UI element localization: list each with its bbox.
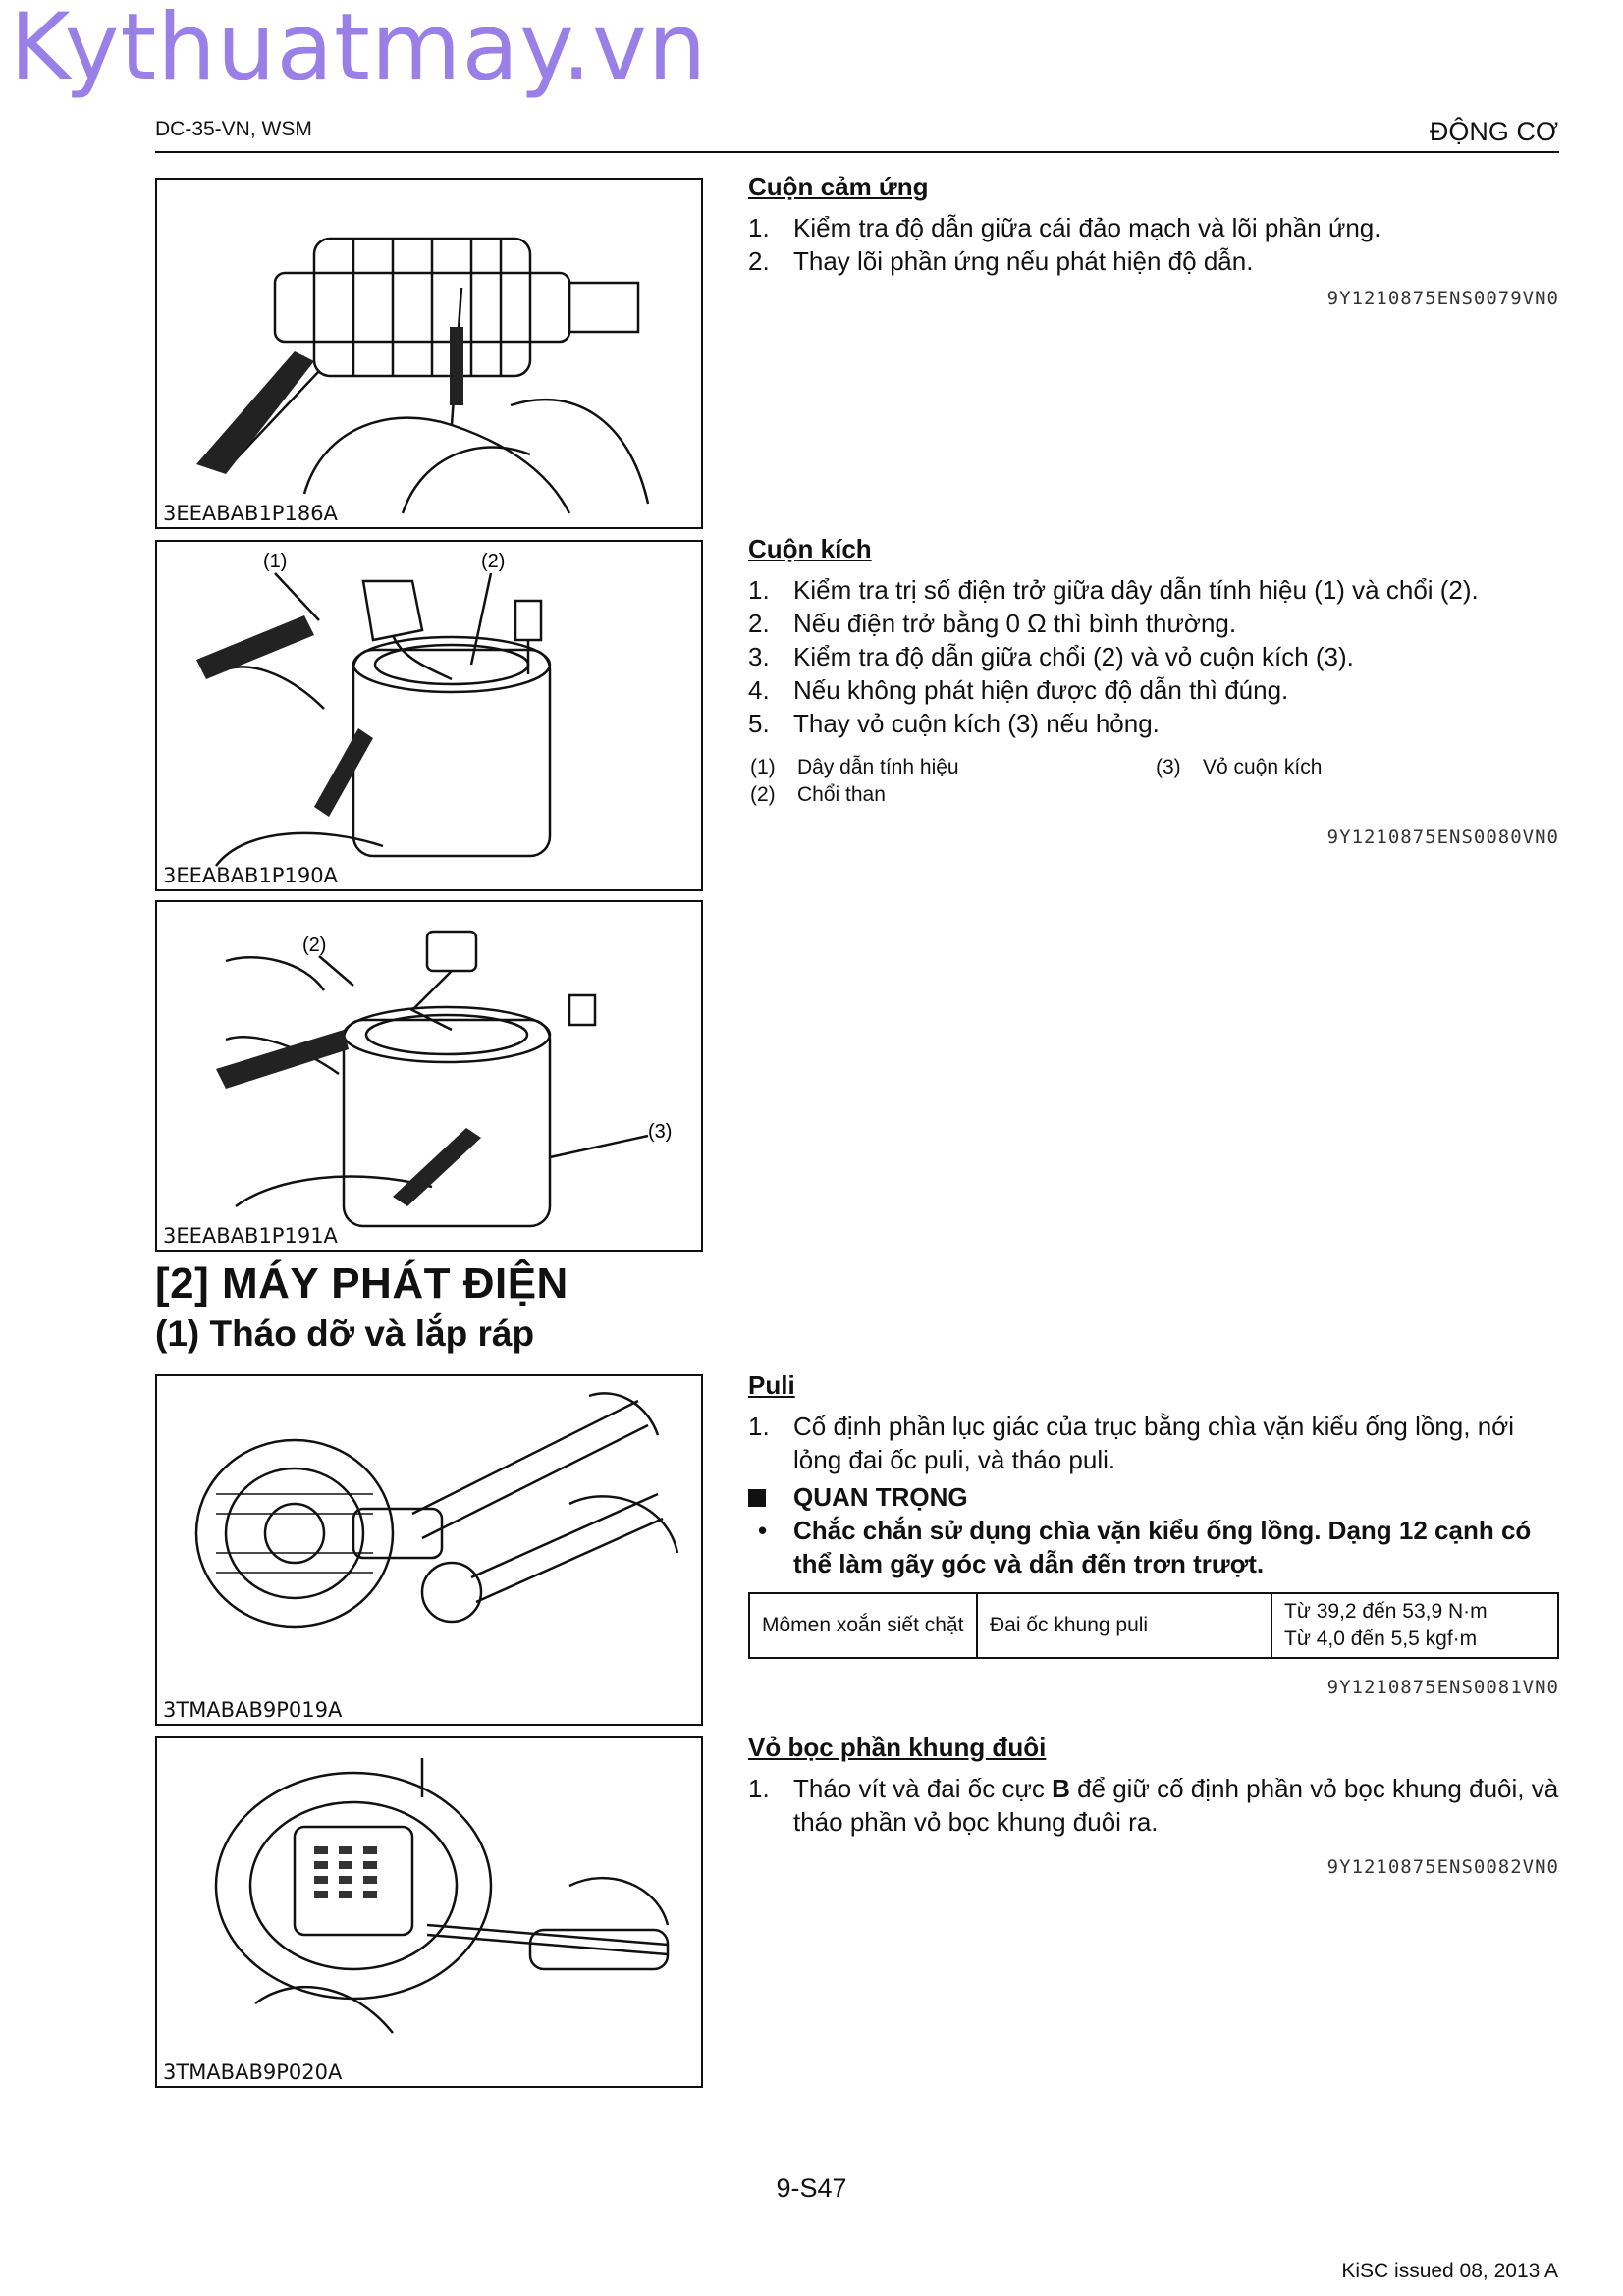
- figure-code: 3TMABAB9P020A: [163, 2060, 343, 2084]
- section-field-coil: [748, 532, 1559, 854]
- alternator-screwdriver-illustration: [157, 1738, 701, 2086]
- callout-1: (1): [263, 551, 288, 572]
- figure-armature-test: [155, 178, 703, 529]
- doc-id: 9Y1210875ENS0082VN0: [1326, 1856, 1559, 1878]
- section-title: Puli: [748, 1370, 795, 1400]
- legend-item: (3) Vỏ cuộn kích: [1156, 756, 1323, 778]
- section-pulley: [748, 1368, 1559, 1704]
- figure-field-coil-test-2: [155, 900, 703, 1252]
- legend-item: (2) Chổi than: [750, 783, 886, 806]
- figure-code: 3EEABAB1P191A: [163, 1224, 338, 1248]
- torque-item: Đai ốc khung puli: [977, 1593, 1271, 1658]
- step-item: 1. Kiểm tra trị số điện trở giữa dây dẫn tính hiệu (1) và chổi (2).: [748, 575, 1479, 605]
- subsection-heading-disassembly: (1) Tháo dỡ và lắp ráp: [155, 1313, 535, 1354]
- step-item: 2. Thay lõi phần ứng nếu phát hiện độ dẫn.: [748, 246, 1254, 276]
- step-item: 2. Nếu điện trở bằng 0 Ω thì bình thường.: [748, 609, 1237, 638]
- callout-2: (2): [481, 551, 506, 572]
- alternator-wrench-illustration: [157, 1376, 701, 1724]
- figure-rear-cover-removal: [155, 1736, 703, 2088]
- field-coil-illustration-2: [157, 902, 701, 1250]
- header-doc-code: DC-35-VN, WSM: [155, 118, 312, 140]
- callout-2: (2): [302, 934, 327, 956]
- section-rear-cover: [748, 1731, 1559, 1884]
- important-text: Chắc chắn sử dụng chìa vặn kiểu ống lồng. Dạng 12 cạnh có thể làm gãy góc và dẫn đến trơn trượt.: [793, 1516, 1532, 1578]
- figure-pulley-removal: [155, 1374, 703, 1726]
- figure-code: 3TMABAB9P019A: [163, 1698, 343, 1722]
- square-bullet-icon: [748, 1489, 766, 1507]
- figure-code: 3EEABAB1P190A: [163, 864, 338, 887]
- doc-id: 9Y1210875ENS0081VN0: [1326, 1677, 1559, 1698]
- page-number: 9-S47: [776, 2173, 847, 2203]
- legend-item: (1) Dây dẫn tính hiệu: [750, 756, 959, 778]
- watermark-logo: Kythuatmay.vn: [10, 0, 708, 101]
- torque-values: Từ 39,2 đến 53,9 N·m Từ 4,0 đến 5,5 kgf·m: [1271, 1593, 1558, 1658]
- field-coil-illustration: [157, 542, 701, 889]
- callout-3: (3): [648, 1121, 673, 1143]
- armature-illustration: [157, 180, 701, 527]
- important-note: [748, 1480, 1559, 1580]
- step-item: 5. Thay vỏ cuộn kích (3) nếu hỏng.: [748, 709, 1160, 738]
- step-item: 1. Cố định phần lục giác của trục bằng chìa vặn kiểu ống lồng, nới lỏng đai ốc puli, và tháo puli.: [748, 1412, 1514, 1474]
- bullet-icon: •: [758, 1516, 768, 1545]
- figure-field-coil-test-1: [155, 540, 703, 891]
- section-title: Cuộn cảm ứng: [748, 172, 929, 201]
- step-item: 4. Nếu không phát hiện được độ dẫn thì đúng.: [748, 675, 1289, 705]
- torque-label: Mômen xoắn siết chặt: [749, 1593, 977, 1658]
- torque-table: [748, 1592, 1559, 1659]
- doc-id: 9Y1210875ENS0080VN0: [1326, 827, 1559, 848]
- legend: [748, 754, 1559, 809]
- step-item: 1. Tháo vít và đai ốc cực B để giữ cố định phần vỏ bọc khung đuôi, và tháo phần vỏ bọc khung đuôi ra.: [748, 1774, 1559, 1837]
- section-title: Cuộn kích: [748, 534, 872, 563]
- doc-id: 9Y1210875ENS0079VN0: [1326, 288, 1559, 309]
- footer-issue: KiSC issued 08, 2013 A: [1341, 2260, 1558, 2282]
- section-title: Vỏ bọc phần khung đuôi: [748, 1733, 1047, 1762]
- header-chapter: ĐỘNG CƠ: [1429, 117, 1558, 146]
- header-rule: [155, 151, 1559, 153]
- step-item: 1. Kiểm tra độ dẫn giữa cái đảo mạch và lõi phần ứng.: [748, 213, 1381, 242]
- section-heading-alternator: [2] MÁY PHÁT ĐIỆN: [155, 1259, 568, 1308]
- step-item: 3. Kiểm tra độ dẫn giữa chổi (2) và vỏ cuộn kích (3).: [748, 642, 1354, 671]
- section-armature: [748, 170, 1559, 315]
- figure-code: 3EEABAB1P186A: [163, 502, 338, 525]
- important-label: QUAN TRỌNG: [793, 1482, 968, 1512]
